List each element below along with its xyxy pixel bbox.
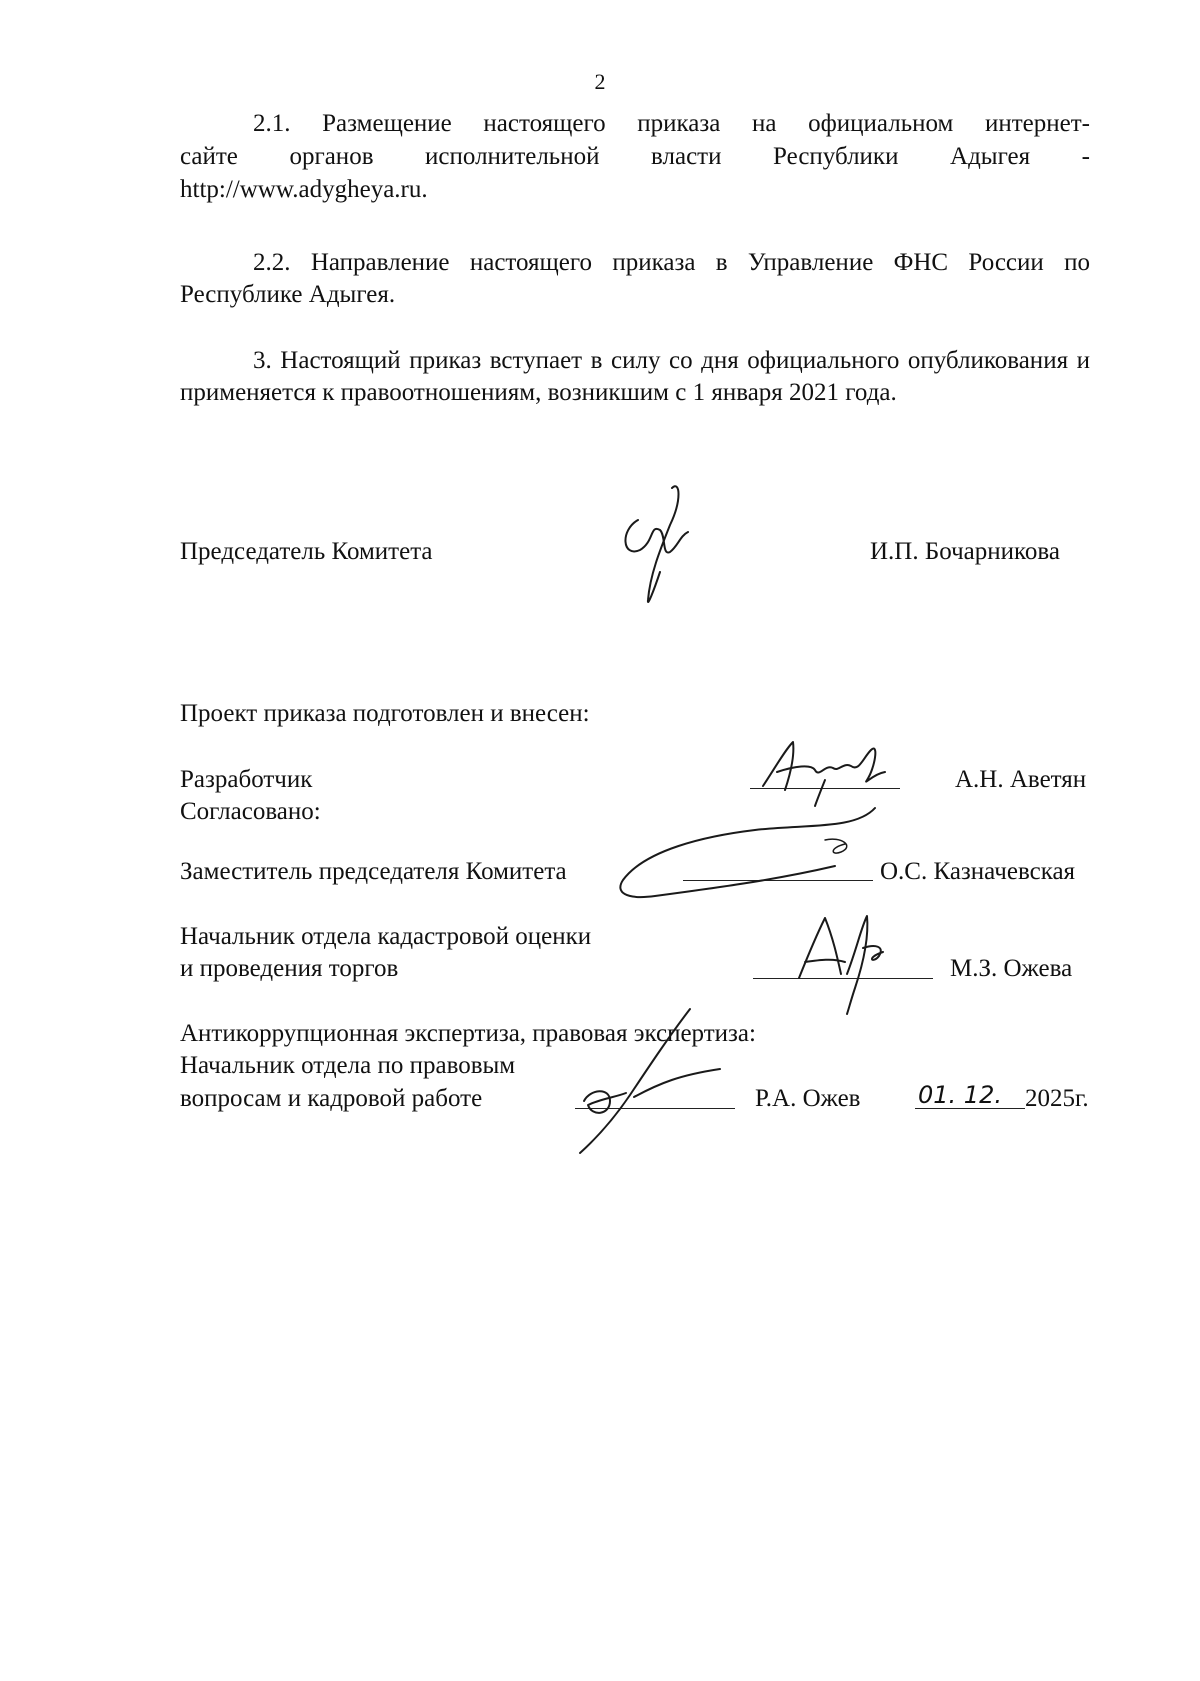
date-year: 2025г. <box>1025 1085 1089 1112</box>
approvals-intro: Проект приказа подготовлен и внесен: <box>180 700 590 727</box>
chairman-name: И.П. Бочарникова <box>870 538 1060 565</box>
legal-head-name: Р.А. Ожев <box>755 1085 861 1112</box>
head-cadastre-signature <box>785 908 905 1018</box>
paragraph-2-1-line-3: http://www.adygheya.ru. <box>180 176 428 203</box>
paragraph-2-1-line-2: сайте органов исполнительной власти Республики Адыгея - <box>180 143 1090 170</box>
paragraph-3: 3. Настоящий приказ вступает в силу со дня официального опубликования и применяется к правоотношениям, возникшим с 1 января 2021 года. <box>180 347 1090 406</box>
developer-name: А.Н. Аветян <box>955 766 1087 793</box>
chairman-title: Председатель Комитета <box>180 538 433 565</box>
deputy-name: О.С. Казначевская <box>880 858 1076 885</box>
paragraph-2-1-line-1: 2.1. Размещение настоящего приказа на официальном интернет- <box>253 110 1090 137</box>
developer-role: Разработчик <box>180 766 313 793</box>
chairman-signature <box>610 480 720 610</box>
developer-signature <box>755 728 905 808</box>
head-cadastre-line-2: и проведения торгов <box>180 955 399 982</box>
legal-head-line-2: вопросам и кадровой работе <box>180 1085 483 1112</box>
agreed-label: Согласовано: <box>180 798 321 825</box>
deputy-signature <box>605 800 895 910</box>
legal-head-signature <box>570 1005 740 1155</box>
head-cadastre-line-1: Начальник отдела кадастровой оценки <box>180 923 592 950</box>
paragraph-2-2: 2.2. Направление настоящего приказа в Управление ФНС России по Республике Адыгея. <box>180 249 1090 308</box>
expertise-heading: Антикоррупционная экспертиза, правовая экспертиза: <box>180 1020 756 1047</box>
date-handwritten: 01. 12. <box>918 1081 1002 1109</box>
deputy-role: Заместитель председателя Комитета <box>180 858 567 885</box>
page-number: 2 <box>594 69 606 94</box>
head-cadastre-name: М.З. Ожева <box>950 955 1073 982</box>
legal-head-line-1: Начальник отдела по правовым <box>180 1052 516 1079</box>
